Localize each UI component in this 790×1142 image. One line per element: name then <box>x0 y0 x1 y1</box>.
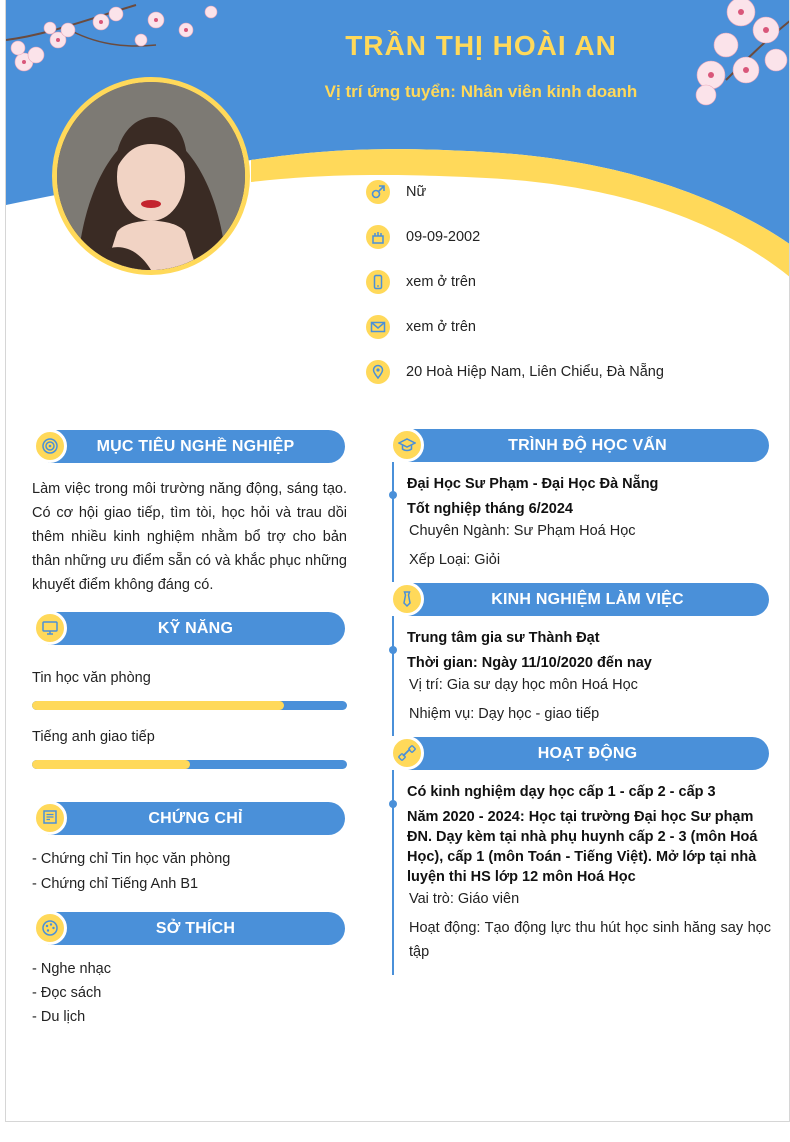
experience-header <box>406 583 769 616</box>
monitor-icon <box>33 611 67 645</box>
contact-birthday <box>366 224 480 250</box>
graduation-cap-icon <box>390 428 424 462</box>
palette-icon <box>33 911 67 945</box>
activities-title: HOẠT ĐỘNG <box>537 744 638 762</box>
hobbies-title: SỞ THÍCH <box>155 919 236 937</box>
activities-line1: Có kinh nghiệm dạy học cấp 1 - cấp 2 - cấp 3 <box>407 784 716 800</box>
contact-birthday-value: 09-09-2002 <box>406 229 481 245</box>
candidate-name: TRẦN THỊ HOÀI AN <box>345 30 617 61</box>
skill-bar-office-fill <box>32 701 284 710</box>
education-dot <box>389 491 397 499</box>
applied-position: Vị trí ứng tuyển: Nhân viên kinh doanh <box>324 82 638 101</box>
skill-label-office: Tin học văn phòng <box>32 670 151 686</box>
education-header <box>406 429 769 462</box>
activities-role: Vai trò: Giáo viên <box>409 891 520 907</box>
activities-line2: Năm 2020 - 2024: Học tại trường Đại học Sư phạm ĐN. Dạy kèm tại nhà phụ huynh cấp 2 - 3 (môn Hoá Học), cấp 1 (môn Toán - Tiếng Việt). Mở lớp tại nhà luyện thi HS lớp 12 môn Hoá Học <box>407 809 758 885</box>
skill-bar-english-fill <box>32 760 190 769</box>
skill-bar-english <box>32 760 347 769</box>
experience-title: KINH NGHIỆM LÀM VIỆC <box>491 590 684 608</box>
experience-duty: Nhiệm vụ: Dạy học - giao tiếp <box>409 706 600 722</box>
contact-email <box>366 314 476 340</box>
hobby-item-reading: - Đọc sách <box>32 985 102 1001</box>
education-school: Đại Học Sư Phạm - Đại Học Đà Nẵng <box>407 476 659 492</box>
certificate-item-office: - Chứng chỉ Tin học văn phòng <box>32 851 231 867</box>
cv-page <box>5 0 790 1122</box>
portrait-image <box>57 82 245 270</box>
hobbies-header <box>46 912 345 945</box>
dumbbell-icon <box>390 736 424 770</box>
experience-role: Vị trí: Gia sư dạy học môn Hoá Học <box>409 677 638 693</box>
skill-bar-office <box>32 701 347 710</box>
location-icon <box>366 360 390 384</box>
contact-address <box>366 359 664 385</box>
skills-title: KỸ NĂNG <box>157 619 234 637</box>
activities-header <box>406 737 769 770</box>
birthday-icon <box>366 225 390 249</box>
certificate-icon <box>33 801 67 835</box>
skill-label-english: Tiếng anh giao tiếp <box>32 729 155 745</box>
experience-timeline <box>392 616 394 736</box>
skills-header <box>46 612 345 645</box>
certificates-header <box>46 802 345 835</box>
education-graduation: Tốt nghiệp tháng 6/2024 <box>407 501 573 517</box>
necktie-icon <box>390 582 424 616</box>
email-icon <box>366 315 390 339</box>
contact-gender <box>366 179 426 205</box>
education-major: Chuyên Ngành: Sư Phạm Hoá Học <box>409 523 636 539</box>
certificates-title: CHỨNG CHỈ <box>148 809 243 827</box>
contact-address-value: 20 Hoà Hiệp Nam, Liên Chiểu, Đà Nẵng <box>406 364 664 380</box>
target-icon <box>33 429 67 463</box>
career-goal-header <box>46 430 345 463</box>
education-rank: Xếp Loại: Giỏi <box>409 552 501 568</box>
experience-time: Thời gian: Ngày 11/10/2020 đến nay <box>407 655 652 671</box>
education-timeline <box>392 462 394 582</box>
hobby-item-music: - Nghe nhạc <box>32 961 111 977</box>
experience-dot <box>389 646 397 654</box>
gender-icon <box>366 180 390 204</box>
career-goal-text: Làm việc trong môi trường năng động, sáng tạo. Có cơ hội giao tiếp, tìm tòi, học hỏi và trau dồi thêm nhiều kinh nghiệm nhằm bổ trợ cho bản thân những ưu điểm sẵn có và khắc phục những khuyết điểm không đáng có. <box>32 481 347 593</box>
avatar <box>52 77 250 275</box>
phone-icon <box>366 270 390 294</box>
contact-email-value[interactable]: xem ở trên <box>406 319 476 335</box>
hobby-item-travel: - Du lịch <box>32 1009 86 1025</box>
activities-dot <box>389 800 397 808</box>
contact-phone-value[interactable]: xem ở trên <box>406 274 476 290</box>
contact-phone <box>366 269 476 295</box>
experience-company: Trung tâm gia sư Thành Đạt <box>407 630 600 646</box>
education-title: TRÌNH ĐỘ HỌC VẤN <box>508 436 667 454</box>
career-goal-title: MỤC TIÊU NGHỀ NGHIỆP <box>96 437 295 455</box>
certificate-item-english: - Chứng chỉ Tiếng Anh B1 <box>32 876 199 892</box>
contact-gender-value: Nữ <box>406 184 427 200</box>
activities-description: Hoạt động: Tạo động lực thu hút học sinh hăng say học tập <box>409 920 771 960</box>
